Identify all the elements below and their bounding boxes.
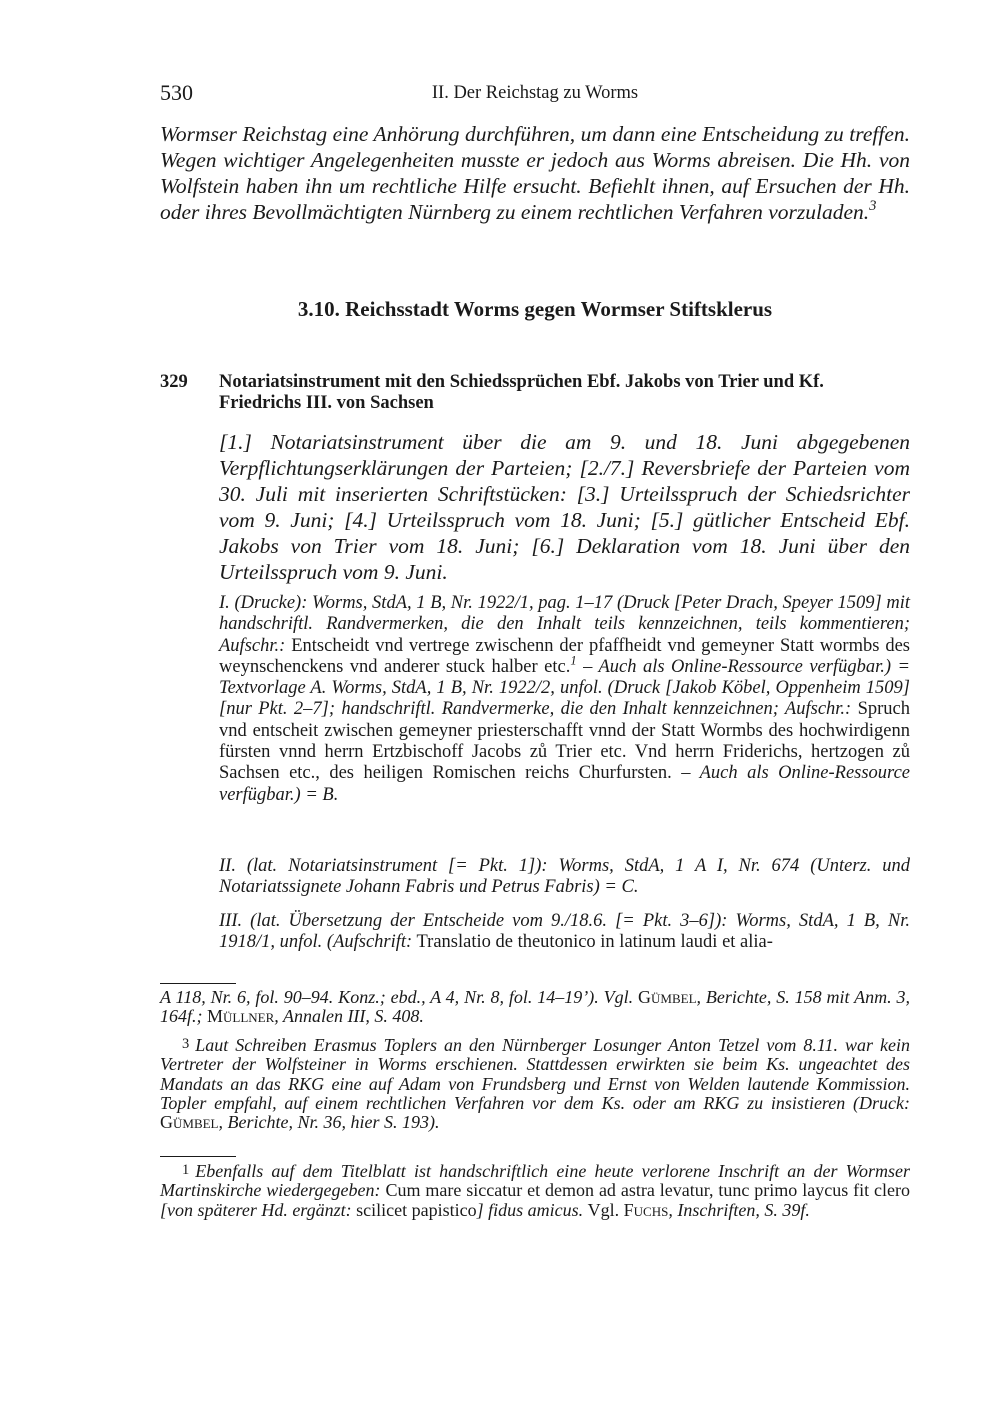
carryover-text-b: , Berichte, S. 158 mit Anm. 3, 164f.; [160, 987, 911, 1027]
source-1-quote-a: Entscheidt vnd vertrege zwischenn der pfaffheidt vnd gemeyner Statt wormbs des weynschenckens vnd anderer stuck halber etc. [219, 635, 910, 677]
author-name-guembel: Gümbel [160, 1112, 219, 1133]
source-paragraph-3 [219, 911, 910, 954]
running-title: II. Der Reichstag zu Worms [431, 83, 639, 103]
source-3-quote: Translatio de theutonico in latinum laudi et alia- [416, 932, 773, 953]
source-1-middle: – Auch als Online-Ressource verfügbar.) = Textvorlage A. Worms, StdA, 1 B, Nr. 1922/2, unfol. (Druck [Jakob Köbel, Oppenheim 1509] [nur Pkt. 2–7]; handschriftl. Randvermerke, die den Inhalt kennzeichnen; Aufschr.: [219, 656, 910, 720]
carryover-text-a: A 118, Nr. 6, fol. 90–94. Konz.; ebd., A 4, Nr. 8, fol. 14–19’). Vgl. [160, 987, 634, 1007]
footnote-carryover [160, 988, 910, 1027]
footnote-1-number: 1 [182, 1162, 190, 1178]
footnote-1-text-a: Ebenfalls auf dem Titelblatt ist handschriftlich eine heute verlorene Inschrift an der Wormser Martinskirche wiedergegeben: [160, 1161, 910, 1201]
footnote-divider [160, 1156, 236, 1157]
footnote-1-text-f: Vgl. [587, 1199, 620, 1220]
footnote-1-quote-b: scilicet papistico [356, 1199, 477, 1220]
continuation-text: Wormser Reichstag eine Anhörung durchführen, um dann eine Entscheidung zu treffen. Wegen wichtiger Angelegenheiten musste er jedoch aus Worms abreisen. Die Hh. von Wolfstein haben ihn um rechtliche Hilfe ersucht. Befiehlt ihnen, auf Ersuchen der Hh. oder ihres Bevollmächtigten Nürnberg zu einem rechtlichen Verfahren vorzuladen. [160, 122, 910, 224]
author-name-muellner: Müllner [207, 1006, 275, 1027]
continuation-paragraph [160, 121, 910, 225]
source-3-prefix: III. (lat. Übersetzung der Entscheide vom 9./18.6. [= Pkt. 3–6]): Worms, StdA, 1 B, Nr. 1918/1, unfol. (Aufschrift: [219, 911, 910, 953]
footnote-3 [160, 1035, 910, 1132]
page-number: 530 [160, 80, 193, 105]
source-1-prefix: I. (Drucke): Worms, StdA, 1 B, Nr. 1922/1, pag. 1–17 (Druck [Peter Drach, Speyer 1509] mit handschriftl. Randvermerken, die den Inhalt teils kennzeichnen, teils kommentieren; Aufschr.: [219, 593, 910, 656]
footnote-3-text-a: Laut Schreiben Erasmus Toplers an den Nürnberger Losunger Anton Tetzel vom 8.11. war kein Vertreter der Wolfsteiner in Worms erschienen. Stattdessen erwirkten sie beim Ks. ungeachtet des Mandats an das RKG eine auf Adam von Frundsberg und Ernst von Welden lautende Kommission. Topler empfahl, auf einem rechtlichen Verfahren vor dem Ks. oder am RKG zu insistieren (Druck: [160, 1035, 910, 1113]
source-paragraph-2: II. (lat. Notariatsinstrument [= Pkt. 1]): Worms, StdA, 1 A I, Nr. 674 (Unterz. und Notariatssignete Johann Fabris und Petrus Fabris) = C. [219, 856, 910, 898]
footnote-ref-1[interactable]: 1 [570, 653, 577, 668]
footnote-1 [160, 1161, 910, 1220]
source-1-quote-b: Spruch vnd entscheit zwischen gemeyner priesterschafft vnnd der Statt Wormbs des hochwirdigenn fürsten vnnd herrn Ertzbischoff Jacobs zů Trier etc. Vnd herrn Friderichs, hertzogen zů Sachsen etc., des heiligen Romischen reichs Churfursten. [219, 699, 910, 784]
entry-title: Notariatsinstrument mit den Schiedssprüchen Ebf. Jakobs von Trier und Kf. Friedrichs III. von Sachsen [219, 372, 824, 413]
footnote-ref-3[interactable]: 3 [869, 198, 877, 215]
footnote-1-text-g: , Inschriften, S. 39f. [668, 1199, 810, 1220]
footnote-1-quote-a: Cum mare siccatur et demon ad astra levatur, tunc primo laycus fit clero [385, 1180, 910, 1201]
entry-summary: [1.] Notariatsinstrument über die am 9. und 18. Juni abgegebenen Verpflichtungserklärungen der Parteien; [2./7.] Reversbriefe der Parteien vom 30. Juli mit inserierten Schriftstücken: [3.] Urteilsspruch der Schiedsrichter vom 9. Juni; [4.] Urteilsspruch vom 18. Juni; [5.] gütlicher Entscheid Ebf. Jakobs von Trier vom 18. Juni; [6.] Deklaration vom 18. Juni über den Urteilsspruch vom 9. Juni. [219, 430, 910, 584]
footnote-3-number: 3 [182, 1036, 190, 1052]
author-name-fuchs: Fuchs [623, 1199, 669, 1220]
source-1-suffix: – Auch als Online-Ressource verfügbar.) = B. [219, 763, 910, 805]
carryover-text-c: , Annalen III, S. 408. [274, 1006, 424, 1027]
footnote-1-text-e: ] fidus amicus. [476, 1199, 584, 1220]
author-name-guembel: Gümbel [638, 987, 697, 1007]
section-heading: 3.10. Reichsstadt Worms gegen Wormser Stiftsklerus [297, 297, 773, 321]
footnote-divider [160, 983, 236, 984]
footnote-3-text-b: , Berichte, Nr. 36, hier S. 193). [218, 1112, 440, 1133]
source-paragraph-1 [219, 593, 910, 806]
entry-number: 329 [160, 372, 188, 392]
footnote-1-text-c: [von späterer Hd. ergänzt: [160, 1199, 352, 1220]
